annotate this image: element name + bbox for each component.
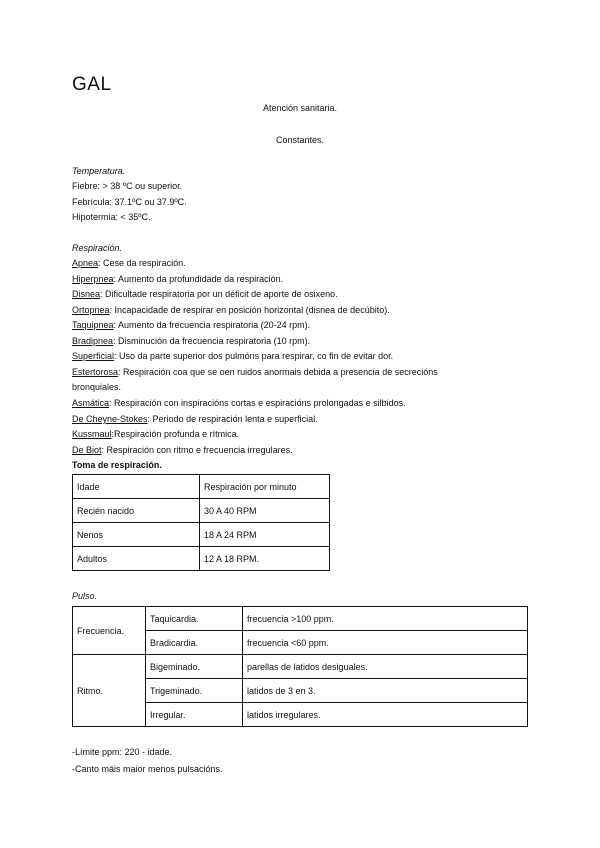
term-desc: : Cese da respiración. [98, 258, 186, 268]
term-biot [72, 444, 293, 456]
term-desc: : Uso da parte superior dos pulmóns para respirar, co fin de evitar dor. [114, 351, 394, 361]
group-cell-frecuencia: Frecuencia. [73, 607, 146, 655]
table-cell: Irregular. [146, 703, 243, 727]
section-title: Constantes. [275, 135, 325, 145]
respiration-table [72, 474, 330, 571]
table-cell: Recién nacido [73, 499, 200, 523]
term-bradipnea [72, 335, 310, 347]
table-cell: frecuencia >100 ppm. [243, 607, 528, 631]
temperature-heading: Temperatura. [72, 166, 126, 176]
temperature-febricula: Febrícula: 37.1ºC ou 37.9ºC. [72, 197, 187, 207]
pulse-note-limit: -Límite ppm: 220 - idade. [72, 747, 173, 757]
term-label: Taquipnea [72, 320, 114, 330]
table-row [73, 499, 330, 523]
term-desc: bronquiales. [72, 382, 122, 392]
table-cell: Adultos [73, 547, 200, 571]
term-label: De Biot [72, 445, 102, 455]
term-desc: : Aumento da profundidade da respiración. [113, 274, 284, 284]
table-cell: 30 A 40 RPM [200, 499, 330, 523]
table-row [73, 547, 330, 571]
term-desc: : Periodo de respiración lenta e superficial. [147, 414, 318, 424]
term-label: Superficial [72, 351, 115, 361]
term-label: Apnea [72, 258, 99, 268]
term-apnea [72, 257, 186, 269]
term-label: De Cheyne-Stokes [72, 414, 148, 424]
table-row [73, 607, 528, 631]
term-desc: : Respiración con ritmo e frecuencia irregulares. [101, 445, 293, 455]
temperature-hypothermia: Hipotermia: < 35ºC. [72, 212, 151, 222]
pulse-note-age: -Canto máis maior menos pulsacións. [72, 764, 223, 774]
table-row [73, 655, 528, 679]
term-ortopnea [72, 304, 390, 316]
term-label: Kussmaul [72, 429, 112, 439]
term-desc: : Respiración con inspiracións cortas e espiracións prolongadas e silbidos. [109, 398, 406, 408]
term-label: Hiperpnea [72, 274, 114, 284]
term-desc: : Disminución da frecuencia respiratoria (10 rpm). [113, 336, 311, 346]
term-disnea [72, 288, 338, 300]
table-cell: frecuencia <60 ppm. [243, 631, 528, 655]
table-header-row [73, 475, 330, 499]
table-row [73, 523, 330, 547]
table-cell: Nenos [73, 523, 200, 547]
table-cell: Trigeminado. [146, 679, 243, 703]
pulse-table [72, 606, 528, 727]
term-desc: : Respiración coa que se oen ruidos anormais debida a presencia de secrecións [118, 367, 438, 377]
table-cell: Taquicardia. [146, 607, 243, 631]
table-cell: latidos irregulares. [243, 703, 528, 727]
term-label: Bradipnea [72, 336, 114, 346]
term-taquipnea [72, 319, 310, 331]
pulse-heading: Pulso. [72, 591, 98, 601]
document-subtitle: Atención sanitaria. [262, 103, 338, 113]
term-kussmaul [72, 428, 239, 440]
temperature-fever: Fiebre: > 38 ºC ou superior. [72, 181, 183, 191]
term-label: Disnea [72, 289, 101, 299]
table-cell: Bradicardia. [146, 631, 243, 655]
table-cell: Bigeminado. [146, 655, 243, 679]
term-hiperpnea [72, 273, 283, 285]
term-estertorosa-cont [72, 381, 121, 393]
table-cell: 18 A 24 RPM [200, 523, 330, 547]
table-header-cell: Respiración por minuto [200, 475, 330, 499]
respiration-table-title: Toma de respiración. [72, 460, 162, 470]
term-estertorosa [72, 366, 438, 378]
term-asmatica [72, 397, 406, 409]
table-header-cell: Idade [73, 475, 200, 499]
term-superficial [72, 350, 393, 362]
term-desc: : Incapacidade de respirar en posición horizontal (disnea de decúbito). [109, 305, 390, 315]
term-desc: :Respiración profunda e rítmica. [111, 429, 240, 439]
term-label: Estertorosa [72, 367, 119, 377]
table-cell: parellas de latidos desiguales. [243, 655, 528, 679]
respiration-heading: Respiración. [72, 243, 123, 253]
term-cheyne-stokes [72, 413, 318, 425]
term-label: Ortopnea [72, 305, 110, 315]
term-label: Asmática [72, 398, 110, 408]
term-desc: : Aumento da frecuencia respiratoria (20-24 rpm). [113, 320, 311, 330]
table-cell: 12 A 18 RPM. [200, 547, 330, 571]
table-cell: latidos de 3 en 3. [243, 679, 528, 703]
document-title: GAL [72, 74, 112, 95]
term-desc: : Dificultade respiratoria por un déficit de aporte de osixeno. [100, 289, 338, 299]
group-cell-ritmo: Ritmo. [73, 655, 146, 727]
